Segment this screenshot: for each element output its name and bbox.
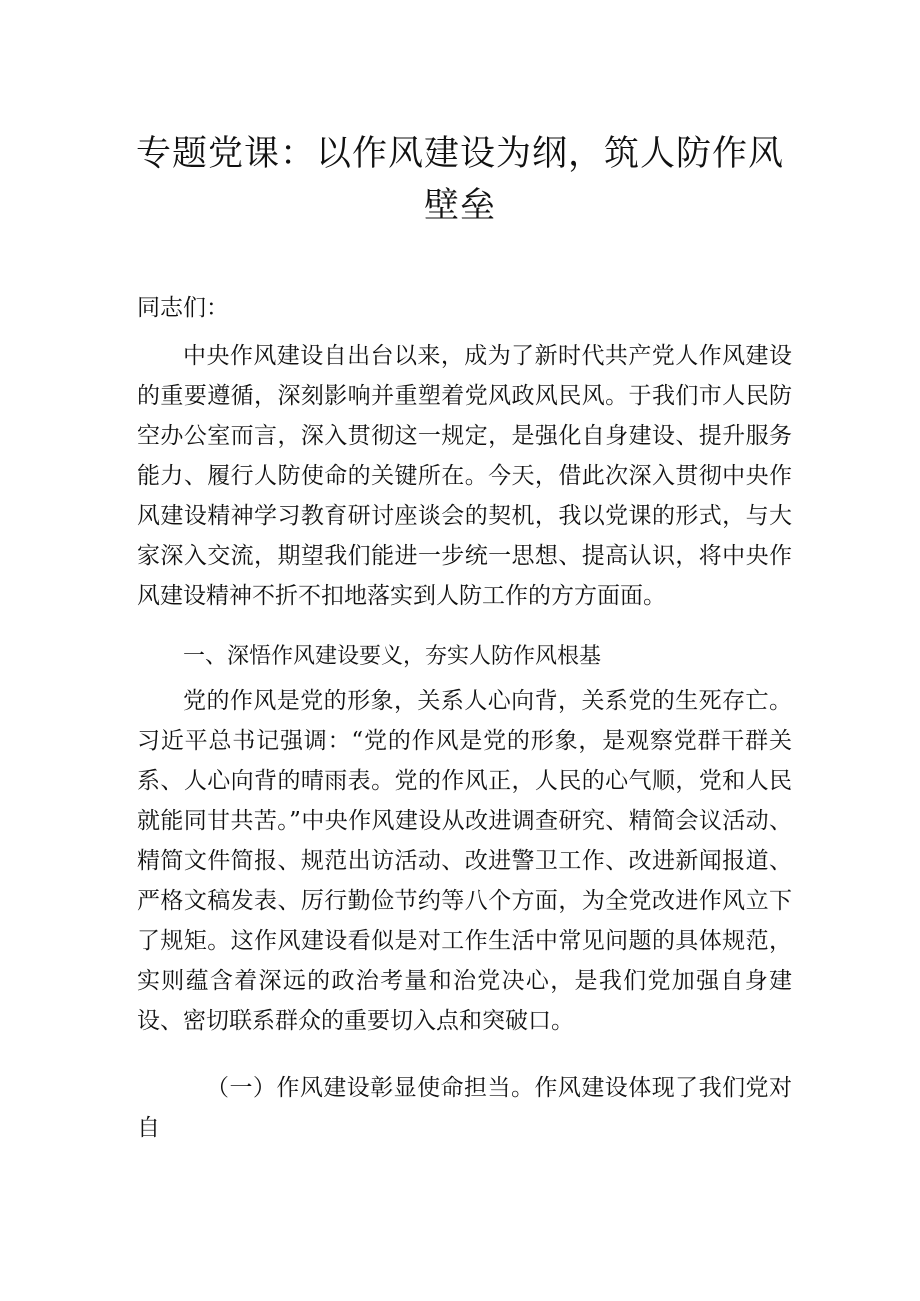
document-title [110,128,810,232]
subsection-1-paragraph: （一）作风建设彰显使命担当。作风建设体现了我们党对自 [137,1075,792,1141]
intro-paragraph: 中央作风建设自出台以来，成为了新时代共产党人作风建设的重要遵循，深刻影响并重塑着党风政风民风。于我们市人民防空办公室而言，深入贯彻这一规定，是强化自身建设、提升服务能力、履行人防使命的关键所在。今天，借此次深入贯彻中央作风建设精神学习教育研讨座谈会的契机，我以党课的形式，与大家深入交流，期望我们能进一步统一思想、提高认识，将中央作风建设精神不折不扣地落实到人防工作的方方面面。 [137,343,792,609]
salutation: 同志们： [137,295,229,321]
title-line-2: 壁垒 [423,186,496,226]
title-line-1: 专题党课：以作风建设为纲，筑人防作风 [135,134,784,174]
section-heading-1: 一、深悟作风建设要义，夯实人防作风根基 [183,644,602,669]
section-1-paragraph: 党的作风是党的形象，关系人心向背，关系党的生死存亡。习近平总书记强调：“党的作风是党的形象，是观察党群干群关系、人心向背的晴雨表。党的作风正，人民的心气顺，党和人民就能同甘共苦。”中央作风建设从改进调查研究、精简会议活动、精简文件简报、规范出访活动、改进警卫工作、改进新闻报道、严格文稿发表、厉行勤俭节约等八个方面，为全党改进作风立下了规矩。这作风建设看似是对工作生活中常见问题的具体规范，实则蕴含着深远的政治考量和治党决心，是我们党加强自身建设、密切联系群众的重要切入点和突破口。 [137,688,792,1034]
